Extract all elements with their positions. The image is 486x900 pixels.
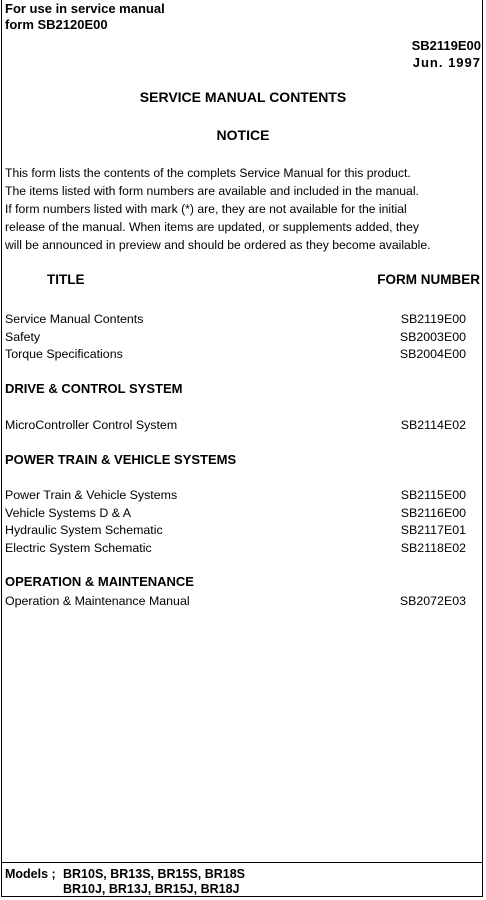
notice-heading: NOTICE [216,127,270,143]
models-label: Models ; [5,867,56,881]
models-line-1: BR10S, BR13S, BR15S, BR18S [63,867,246,881]
notice-line: release of the manual. When items are updated, or supplements added, they [5,220,419,234]
contents-row [5,505,466,522]
contents-row [5,329,466,346]
item-title: Hydraulic System Schematic [5,523,163,537]
item-form-number: SB2116E00 [400,506,466,520]
header-date: Jun. 1997 [412,55,481,70]
notice-line: This form lists the contents of the complets Service Manual for this product. [5,166,411,180]
contents-row [5,311,466,328]
contents-row [5,540,466,557]
section-heading-power-train: POWER TRAIN & VEHICLE SYSTEMS [5,452,237,467]
item-title: MicroController Control System [5,418,178,432]
item-title: Torque Specifications [5,347,123,361]
header-form-number: SB2119E00 [411,38,481,53]
section-heading-operation-maintenance: OPERATION & MAINTENANCE [5,574,194,589]
contents-row [5,593,466,610]
item-form-number: SB2118E02 [400,541,466,555]
footer-divider [2,862,483,863]
models-line-2: BR10J, BR13J, BR15J, BR18J [63,882,240,896]
notice-line: will be announced in preview and should be ordered as they become available. [5,238,431,252]
notice-paragraph [5,164,481,254]
contents-row [5,522,466,539]
item-form-number: SB2003E00 [399,330,466,344]
item-form-number: SB2114E02 [400,418,466,432]
column-header-title: TITLE [47,272,85,287]
item-form-number: SB2004E00 [399,347,466,361]
item-form-number: SB2117E01 [400,523,466,537]
contents-row [5,417,466,434]
header-usage-line: For use in service manual [5,1,165,16]
contents-row [5,346,466,363]
item-form-number: SB2119E00 [400,312,466,326]
item-title: Electric System Schematic [5,541,152,555]
section-heading-drive-control: DRIVE & CONTROL SYSTEM [5,381,183,396]
item-title: Operation & Maintenance Manual [5,594,190,608]
item-title: Vehicle Systems D & A [5,506,132,520]
item-form-number: SB2115E00 [400,488,466,502]
item-title: Power Train & Vehicle Systems [5,488,178,502]
column-header-form-number: FORM NUMBER [377,272,480,287]
notice-line: The items listed with form numbers are available and included in the manual. [5,184,419,198]
contents-row [5,487,466,504]
item-form-number: SB2072E03 [399,594,466,608]
document-title: SERVICE MANUAL CONTENTS [139,89,347,105]
notice-line: If form numbers listed with mark (*) are, they are not available for the initial [5,202,407,216]
item-title: Safety [5,330,41,344]
item-title: Service Manual Contents [5,312,144,326]
header-form-line: form SB2120E00 [5,17,108,32]
